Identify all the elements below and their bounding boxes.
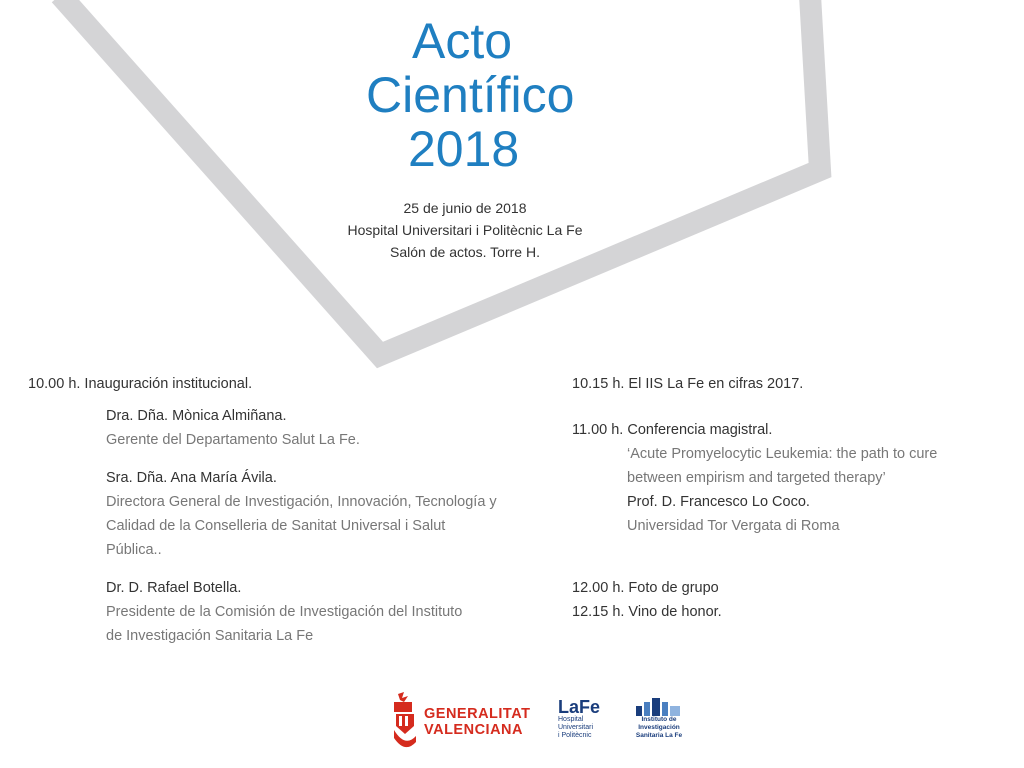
sponsor-logos: [390, 690, 710, 752]
lafe-mark: LaFe: [558, 697, 601, 717]
talk-title-line: between empirism and targeted therapy’: [627, 470, 886, 486]
schedule-right-column: [572, 372, 1002, 624]
speaker-block: [106, 466, 548, 562]
iis-lafe-logo: [624, 696, 694, 740]
schedule-item-reception: 12.15 h. Vino de honor.: [572, 604, 722, 620]
iis-line-2: Sanitaria La Fe: [635, 732, 683, 739]
page-title: [330, 14, 600, 176]
generalitat-line-1: GENERALITAT: [424, 706, 531, 722]
speaker-role-line: de Investigación Sanitaria La Fe: [106, 628, 314, 644]
conference-details: [627, 442, 1002, 538]
lafe-sub-line: Universitari: [558, 724, 594, 731]
talk-affiliation: Universidad Tor Vergata di Roma: [627, 518, 840, 534]
schedule-item-iis-figures: 10.15 h. El IIS La Fe en cifras 2017.: [572, 376, 804, 392]
speaker-name: Sra. Dña. Ana María Ávila.: [106, 470, 277, 486]
event-room: Salón de actos. Torre H.: [390, 244, 540, 260]
building-icon: [634, 696, 684, 716]
talk-speaker: Prof. D. Francesco Lo Coco.: [627, 494, 810, 510]
generalitat-logo-text: [424, 706, 530, 738]
title-line-1: Acto: [412, 13, 513, 69]
speaker-name: Dra. Dña. Mònica Almiñana.: [106, 408, 287, 424]
event-info: [300, 197, 630, 263]
schedule-item-group-photo: 12.00 h. Foto de grupo: [572, 580, 719, 596]
lafe-hospital-logo: [558, 698, 608, 740]
title-line-2: Científico: [366, 67, 575, 123]
schedule-item-opening: 10.00 h. Inauguración institucional.: [28, 376, 253, 392]
speaker-role-line: Presidente de la Comisión de Investigación del Instituto: [106, 604, 463, 620]
speaker-block: [106, 404, 548, 452]
event-date: 25 de junio de 2018: [403, 200, 527, 216]
generalitat-line-2: VALENCIANA: [424, 722, 523, 738]
event-venue: Hospital Universitari i Politècnic La Fe: [347, 222, 583, 238]
iis-line-1: Instituto de Investigación: [638, 716, 680, 731]
title-line-3: 2018: [408, 121, 520, 177]
lafe-sub-line: Hospital: [558, 716, 584, 723]
schedule-item-conference: 11.00 h. Conferencia magistral.: [572, 422, 773, 438]
speaker-role-line: Pública..: [106, 542, 162, 558]
speaker-role-line: Calidad de la Conselleria de Sanitat Universal i Salut: [106, 518, 446, 534]
lafe-sub-line: i Politècnic: [558, 732, 592, 739]
generalitat-bat-icon: [390, 690, 420, 752]
speaker-role: Gerente del Departamento Salut La Fe.: [106, 432, 360, 448]
speaker-name: Dr. D. Rafael Botella.: [106, 580, 242, 596]
schedule-left-column: [28, 372, 548, 648]
talk-title-line: ‘Acute Promyelocytic Leukemia: the path to cure: [627, 446, 938, 462]
speaker-role-line: Directora General de Investigación, Innovación, Tecnología y: [106, 494, 497, 510]
speaker-block: [106, 576, 548, 648]
